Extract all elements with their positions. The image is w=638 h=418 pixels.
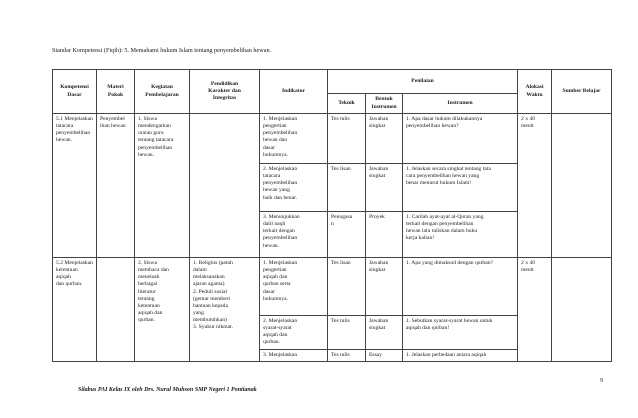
header-sumber: Sumber Belajar [552, 70, 612, 114]
teknik-cell: Tes tulis [328, 349, 366, 361]
kompetensi-cell: 5.1 Menjelaskan tatacara penyembelihan hewan. [53, 114, 97, 258]
standar-kompetensi: Standar Kompetensi (Fiqih): 5. Memahami hukum Islam tentang penyembelihan hewan. [52, 47, 272, 54]
sumber-cell [552, 258, 612, 362]
bentuk-cell: Essay [366, 349, 403, 361]
header-pendidikan: Pendidikan Karakter dan Integritas [190, 70, 260, 114]
teknik-cell: Tes lisan [328, 164, 366, 212]
header-penilaian: Penilaian [328, 70, 518, 94]
bentuk-cell: Proyek [366, 212, 403, 258]
header-bentuk: Bentuk Instrumen [366, 94, 403, 114]
header-teknik: Teknik [328, 94, 366, 114]
teknik-cell: Penugasa n [328, 212, 366, 258]
instrumen-cell: 1. Sebutkan syarat-syarat hewan untuk aqiqah dan qurban! [403, 316, 518, 350]
bentuk-cell: Jawaban singkat [366, 114, 403, 164]
header-kegiatan: Kegiatan Pembelajaran [135, 70, 190, 114]
bentuk-cell: Jawaban singkat [366, 258, 403, 316]
kegiatan-cell: 1. Siswa mendengarkan uraian guru tentang tatacara penyembelihan hewan. [135, 114, 190, 258]
instrumen-cell: 1. Jelaskan secara singkat tentang tata cara penyembelihan hewan yang benar menurut hukum Islam! [403, 164, 518, 212]
pendidikan-cell [190, 114, 260, 258]
pendidikan-cell: 1. Religius (patuh dalam melaksanakan ajaran agama) 2. Peduli sosial (gemar memberi bantuan kepada yang membutuhkan) 3. Syukur nikmat. [190, 258, 260, 362]
kompetensi-cell: 5.2 Menjelaskan ketentuan aqiqah dan qurban. [53, 258, 97, 362]
header-alokasi: Alokasi Waktu [518, 70, 552, 114]
page-number: 9 [600, 378, 603, 384]
bentuk-cell: Jawaban singkat [366, 316, 403, 350]
indikator-cell: 2. Menjelaskan tatacara penyembelihan hewan yang baik dan benar. [260, 164, 328, 212]
indikator-cell: 3. Menunjukkan dalil naqli terkait dengan penyembelihan hewan. [260, 212, 328, 258]
syllabus-table [52, 69, 612, 362]
header-instrumen: Instrumen [403, 94, 518, 114]
header-row-1 [53, 70, 612, 94]
instrumen-cell: 1. Apa yang dimaksud dengan qurban? [403, 258, 518, 316]
materi-cell [97, 258, 135, 362]
materi-cell: Penyembel ihan hewan [97, 114, 135, 258]
teknik-cell: Tes tulis [328, 114, 366, 164]
kegiatan-cell: 2. Siswa membaca dan menelaah berbagai literatur tentang ketentuan aqiqah dan qurban. [135, 258, 190, 362]
footer-text: Silabus PAI Kelas IX oleh Drs. Nurul Muhson SMP Negeri 1 Pontianak [78, 387, 257, 393]
instrumen-cell: 1. Apa dasar hukum dilakukannya penyembelihan hewan? [403, 114, 518, 164]
header-kompetensi: Kompetensi Dasar [53, 70, 97, 114]
indikator-cell: 1. Menjelaskan pengertian aqiqah dan qurban serta dasar hukumnya. [260, 258, 328, 316]
instrumen-cell: 1. Jelaskan perbedaan antara aqiqah [403, 349, 518, 361]
instrumen-cell: 1. Carilah ayat-ayat al-Quran yang terkait dengan penyembelihan hewan lalu tuliskan dalam buku kerja kalian! [403, 212, 518, 258]
bentuk-cell: Jawaban singkat [366, 164, 403, 212]
alokasi-cell: 2 x 40 menit [518, 258, 552, 362]
header-indikator: Indikator [260, 70, 328, 114]
teknik-cell: Tes lisan [328, 258, 366, 316]
table-row [53, 114, 612, 164]
indikator-cell: 3. Menjelaskan [260, 349, 328, 361]
alokasi-cell: 2 x 40 menit [518, 114, 552, 258]
header-materi: Materi Pokok [97, 70, 135, 114]
table-row [53, 258, 612, 316]
indikator-cell: 1. Menjelaskan pengertian penyembelihan hewan dan dasar hukumnya. [260, 114, 328, 164]
indikator-cell: 2. Menjelaskan syarat-syarat aqiqah dan qurban. [260, 316, 328, 350]
sumber-cell [552, 114, 612, 258]
teknik-cell: Tes tulis [328, 316, 366, 350]
